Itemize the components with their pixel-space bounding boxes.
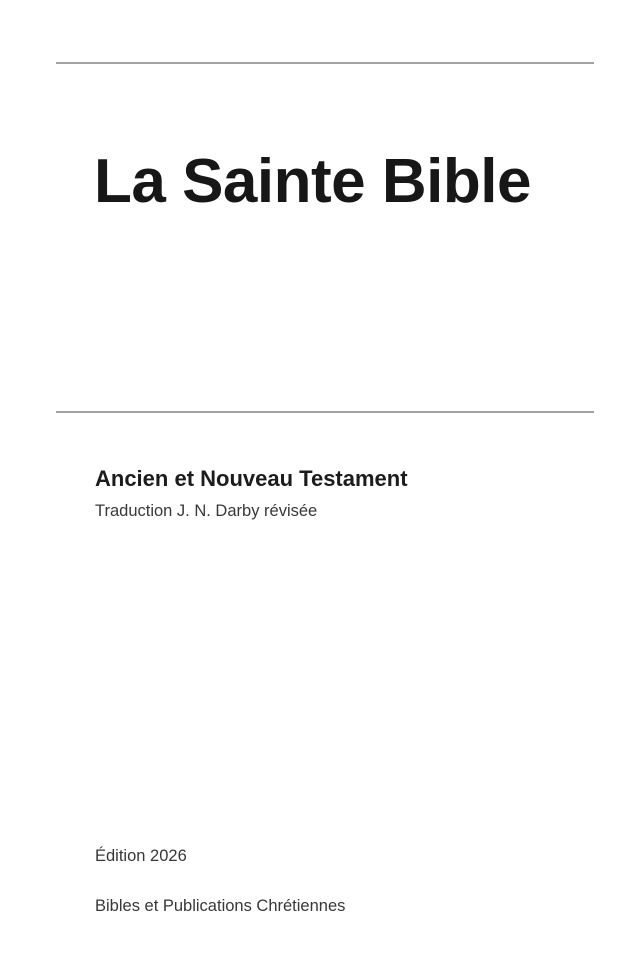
book-subtitle: Ancien et Nouveau Testament — [95, 466, 408, 491]
divider-rule — [56, 411, 594, 413]
publisher-line: Bibles et Publications Chrétiennes — [95, 897, 346, 915]
book-title: La Sainte Bible — [94, 147, 531, 216]
top-rule — [56, 62, 594, 64]
translation-note: Traduction J. N. Darby révisée — [95, 502, 318, 520]
edition-line: Édition 2026 — [95, 847, 187, 865]
